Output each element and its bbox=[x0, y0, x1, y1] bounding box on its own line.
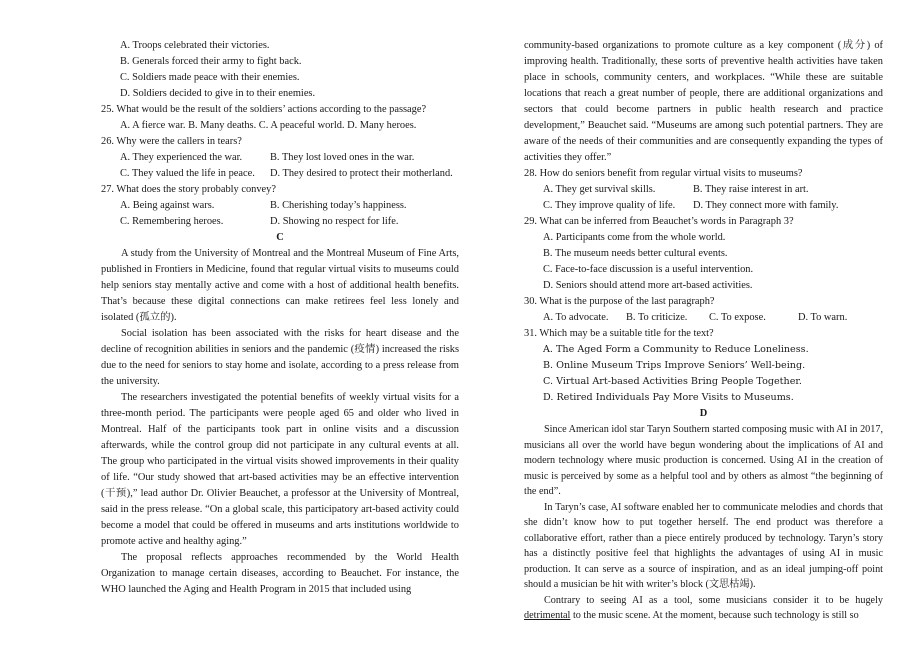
q31-option-d: D. Retired Individuals Pay More Visits to Museums. bbox=[543, 392, 794, 403]
right-column bbox=[524, 38, 883, 624]
passage-c-continued bbox=[524, 38, 883, 166]
passage-d-paragraph-2: In Taryn’s case, AI software enabled her to communicate melodies and chords that she didn’t know how to put together herself. The end product was therefore a collaborative effort, rather than a piece entirely produced by technology. Taryn’s story has a distinctly positive feel that highlights the advantages of using AI in music production. It can serve as a source of inspiration, and as an ideal jumping-off point should a musician be hit with writer’s block (文思枯竭). bbox=[524, 501, 883, 590]
q27-stem: 27. What does the story probably convey? bbox=[101, 184, 276, 195]
q28-stem: 28. How do seniors benefit from regular virtual visits to museums? bbox=[524, 168, 803, 179]
q28-option-a: A. They get survival skills. bbox=[543, 184, 656, 195]
q24-option-c: C. Soldiers made peace with their enemies. bbox=[120, 72, 300, 83]
q30-option-a: A. To advocate. bbox=[543, 312, 609, 323]
q30-option-c: C. To expose. bbox=[709, 312, 766, 323]
q24-option-b: B. Generals forced their army to fight back. bbox=[120, 56, 302, 67]
passage-c bbox=[101, 246, 459, 598]
q29-option-c: C. Face-to-face discussion is a useful intervention. bbox=[543, 264, 754, 275]
q28-options-row1 bbox=[524, 182, 883, 198]
q26-options-row2 bbox=[101, 166, 459, 182]
q27-option-c: C. Remembering heroes. bbox=[120, 216, 224, 227]
q27-option-a: A. Being against wars. bbox=[120, 200, 215, 211]
q24-option-a: A. Troops celebrated their victories. bbox=[120, 40, 270, 51]
q30-options bbox=[524, 310, 883, 326]
q30-option-b: B. To criticize. bbox=[626, 312, 688, 323]
q29-option-a: A. Participants come from the whole world. bbox=[543, 232, 726, 243]
q29-stem: 29. What can be inferred from Beauchet’s words in Paragraph 3? bbox=[524, 216, 794, 227]
q30-stem: 30. What is the purpose of the last paragraph? bbox=[524, 296, 715, 307]
q27-options-row2 bbox=[101, 214, 459, 230]
passage-d-paragraph-1: Since American idol star Taryn Southern started composing music with AI in 2017, musicians all over the world have begun wondering about the implications of AI and modern technology where music production is concerned. Using AI in the creation of music is perceived by some as a helpful tool and by others as almost “the beginning of the end”. bbox=[524, 424, 883, 497]
q28-option-c: C. They improve quality of life. bbox=[543, 200, 676, 211]
q26-option-c: C. They valued the life in peace. bbox=[120, 168, 255, 179]
q27-options-row1 bbox=[101, 198, 459, 214]
q28-options-row2 bbox=[524, 198, 883, 214]
passage-c-continued-paragraph: community-based organizations to promote culture as a key component (成分) of improving health. Traditionally, these sorts of preventive health activities have taken place in schools, community centers, and workplaces. “While these are suitable locations that reach a great number of people, there are additional organizations and sectors that could become partners in public health research and practice development,” Beauchet said. “Museums are among such potential partners. They are aware of the needs of their communities and are consequently expanding the types of activities they offer.” bbox=[524, 40, 883, 163]
q24-option-d: D. Soldiers decided to give in to their enemies. bbox=[120, 88, 316, 99]
passage-d-paragraph-3 bbox=[524, 593, 883, 624]
q28-option-b: B. They raise interest in art. bbox=[693, 184, 809, 195]
q29-option-b: B. The museum needs better cultural events. bbox=[543, 248, 728, 259]
section-d-title: D bbox=[699, 408, 708, 419]
passage-c-paragraph-3: The researchers investigated the potential benefits of weekly virtual visits for a three-month period. The participants were people aged 65 and older who lived in Montreal. Half of the participants took part in online visits and a discussion afterwards, while the control group did not participate in any cultural events at all. The group who participated in the virtual visits showed improvements in their quality of life. “Our study showed that art-based activities may be an effective intervention (干预),” lead author Dr. Olivier Beauchet, a professor at the University of Montreal, said in the press release. “On a global scale, this participatory art-based activity could become a model that could be offered in museums and arts institutions worldwide to promote active and healthy aging.” bbox=[101, 392, 459, 547]
q27-option-b: B. Cherishing today’s happiness. bbox=[270, 200, 407, 211]
underlined-word: detrimental bbox=[524, 610, 571, 621]
left-column bbox=[101, 38, 459, 598]
passage-d-paragraph-3-end: to the music scene. At the moment, because such technology is still so bbox=[570, 610, 859, 621]
q31-option-b: B. Online Museum Trips Improve Seniors’ Well-being. bbox=[543, 360, 806, 371]
q25-stem: 25. What would be the result of the soldiers’ actions according to the passage? bbox=[101, 104, 427, 115]
q26-option-a: A. They experienced the war. bbox=[120, 152, 243, 163]
passage-c-paragraph-4: The proposal reflects approaches recommended by the World Health Organization to manage certain diseases, according to Beauchet. For instance, the WHO launched the Aging and Health Program in 2015 that included using bbox=[101, 552, 459, 595]
passage-c-paragraph-1: A study from the University of Montreal and the Montreal Museum of Fine Arts, published in Frontiers in Medicine, found that regular virtual visits to museums could help seniors stay mentally active and come with a host of additional health benefits. That’s because these digital connections can make retirees feel less lonely and isolated (孤立的). bbox=[101, 248, 459, 323]
q25-options: A. A fierce war. B. Many deaths. C. A peaceful world. D. Many heroes. bbox=[120, 120, 417, 131]
q26-option-d: D. They desired to protect their motherland. bbox=[270, 168, 453, 179]
q26-options-row1 bbox=[101, 150, 459, 166]
q31-option-c: C. Virtual Art-based Activities Bring People Together. bbox=[543, 376, 802, 387]
q29-option-d: D. Seniors should attend more art-based activities. bbox=[543, 280, 753, 291]
q26-option-b: B. They lost loved ones in the war. bbox=[270, 152, 415, 163]
section-c-title: C bbox=[276, 232, 284, 243]
passage-d bbox=[524, 422, 883, 624]
q27-option-d: D. Showing no respect for life. bbox=[270, 216, 399, 227]
passage-c-paragraph-2: Social isolation has been associated with the risks for heart disease and the decline of recognition abilities in seniors and the pandemic (疫情) increased the risks due to the need for seniors to stay home and isolate, according to a press release from the university. bbox=[101, 328, 459, 387]
q31-stem: 31. Which may be a suitable title for the text? bbox=[524, 328, 714, 339]
q28-option-d: D. They connect more with family. bbox=[693, 200, 839, 211]
q26-stem: 26. Why were the callers in tears? bbox=[101, 136, 242, 147]
passage-d-paragraph-3-start: Contrary to seeing AI as a tool, some musicians consider it to be hugely bbox=[544, 594, 883, 606]
q30-option-d: D. To warn. bbox=[798, 312, 848, 323]
q31-option-a: A. The Aged Form a Community to Reduce Loneliness. bbox=[543, 344, 809, 355]
